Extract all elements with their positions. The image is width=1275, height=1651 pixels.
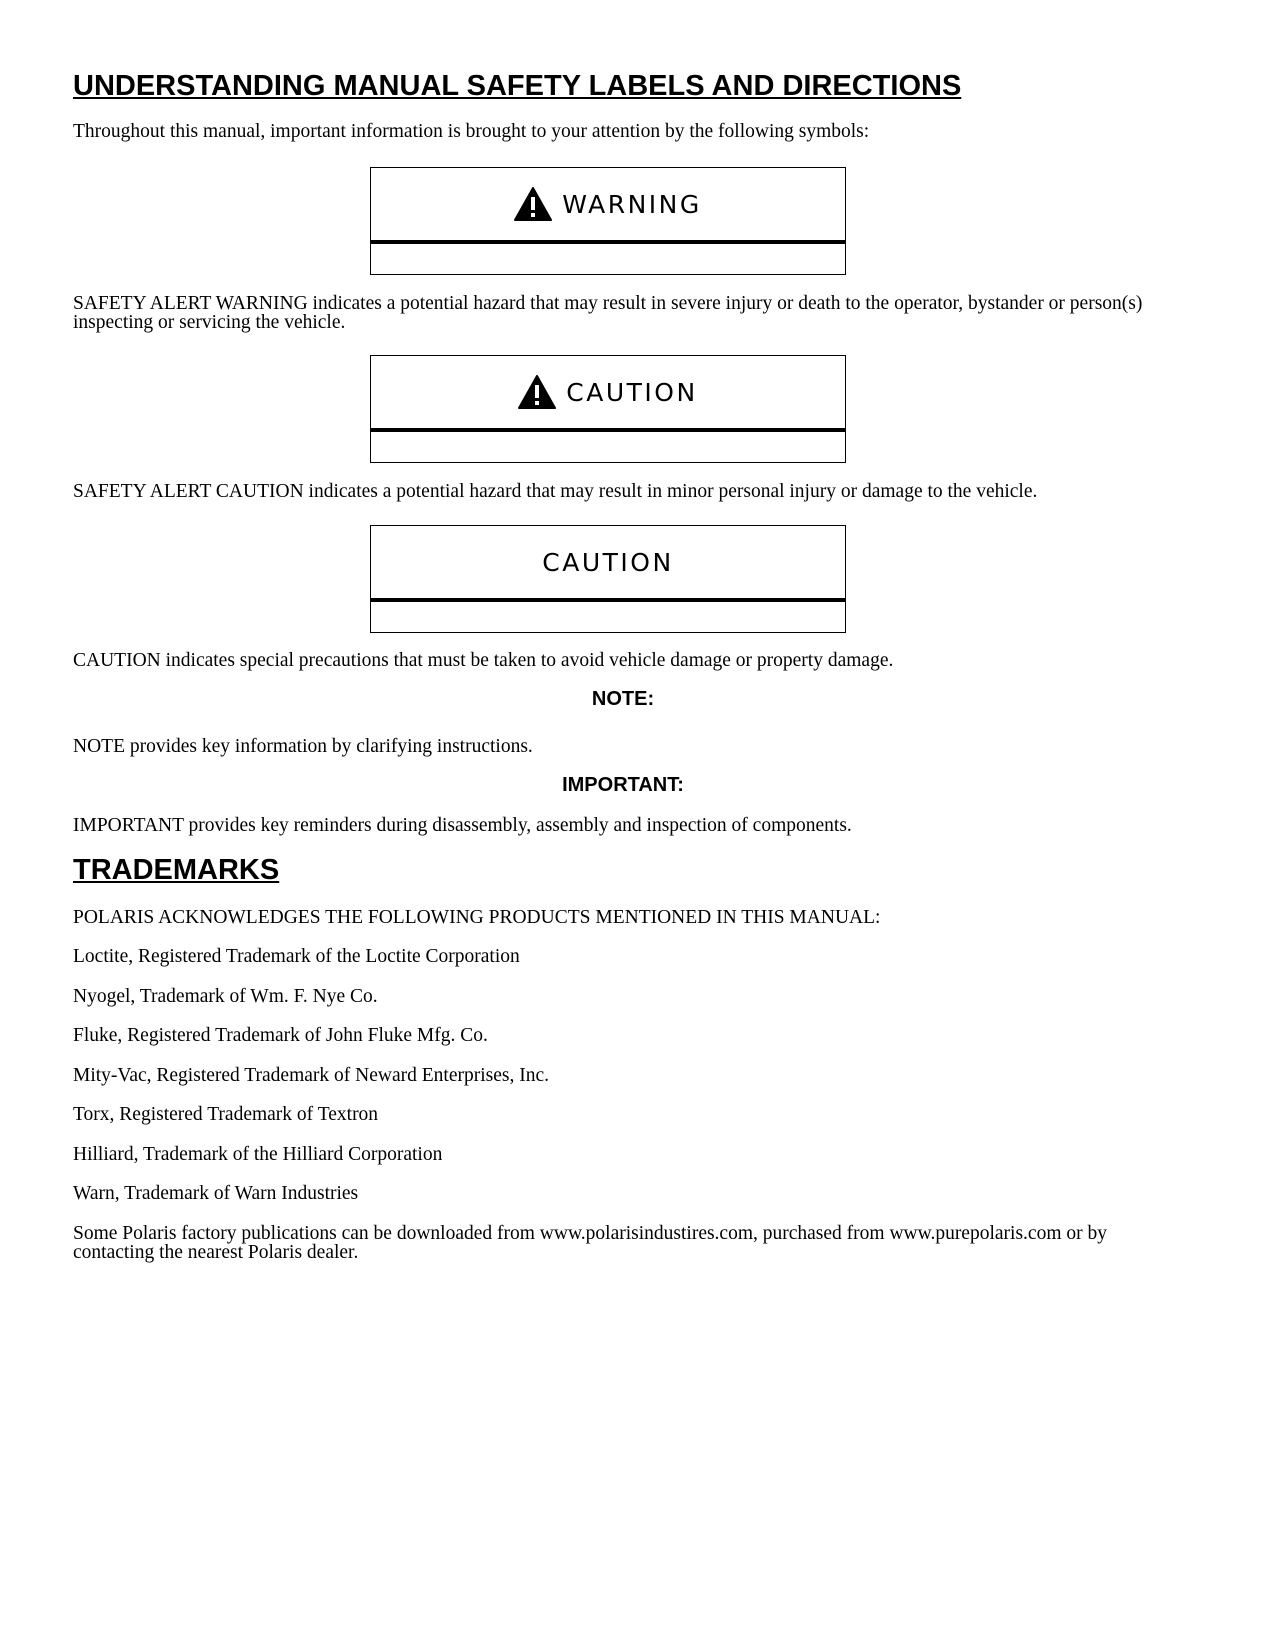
note-description: NOTE provides key information by clarifying instructions. [73,736,533,757]
trademark-item: Warn, Trademark of Warn Industries [73,1183,359,1204]
alert-caution-label: CAUTION [566,377,698,407]
trademark-item: Hilliard, Trademark of the Hilliard Corporation [73,1144,443,1165]
warning-label-box [370,167,846,275]
label-divider [371,598,845,602]
trademark-item: Mity-Vac, Registered Trademark of Neward Enterprises, Inc. [73,1065,549,1086]
publications-note: Some Polaris factory publications can be downloaded from www.polarisindustires.com, purchased from www.purepolaris.com or by contacting the nearest Polaris dealer. [73,1223,1107,1263]
caution-description: CAUTION indicates special precautions that must be taken to avoid vehicle damage or property damage. [73,650,894,671]
note-label: NOTE: [591,688,655,710]
trademark-item: Loctite, Registered Trademark of the Loctite Corporation [73,946,520,967]
trademark-item: Torx, Registered Trademark of Textron [73,1104,379,1125]
trademarks-intro: POLARIS ACKNOWLEDGES THE FOLLOWING PRODUCTS MENTIONED IN THIS MANUAL: [73,907,881,928]
label-divider [371,428,845,432]
warning-description: SAFETY ALERT WARNING indicates a potential hazard that may result in severe injury or death to the operator, bystander or person(s) inspecting or servicing the vehicle. [73,293,1143,333]
important-label: IMPORTANT: [562,774,684,796]
alert-caution-description: SAFETY ALERT CAUTION indicates a potential hazard that may result in minor personal injury or damage to the vehicle. [73,481,1038,502]
label-divider [371,240,845,244]
alert-caution-label-box [370,355,846,463]
important-description: IMPORTANT provides key reminders during disassembly, assembly and inspection of components. [73,815,852,836]
trademarks-heading: TRADEMARKS [73,854,280,886]
trademark-item: Fluke, Registered Trademark of John Fluke Mfg. Co. [73,1025,488,1046]
caution-label: CAUTION [542,547,674,577]
trademark-item: Nyogel, Trademark of Wm. F. Nye Co. [73,986,378,1007]
intro-text: Throughout this manual, important information is brought to your attention by the following symbols: [73,121,870,142]
caution-label-box [370,525,846,633]
warning-triangle-icon [514,187,552,221]
warning-triangle-icon [518,375,556,409]
safety-labels-heading: UNDERSTANDING MANUAL SAFETY LABELS AND DIRECTIONS [73,70,962,102]
warning-label: WARNING [562,189,702,219]
